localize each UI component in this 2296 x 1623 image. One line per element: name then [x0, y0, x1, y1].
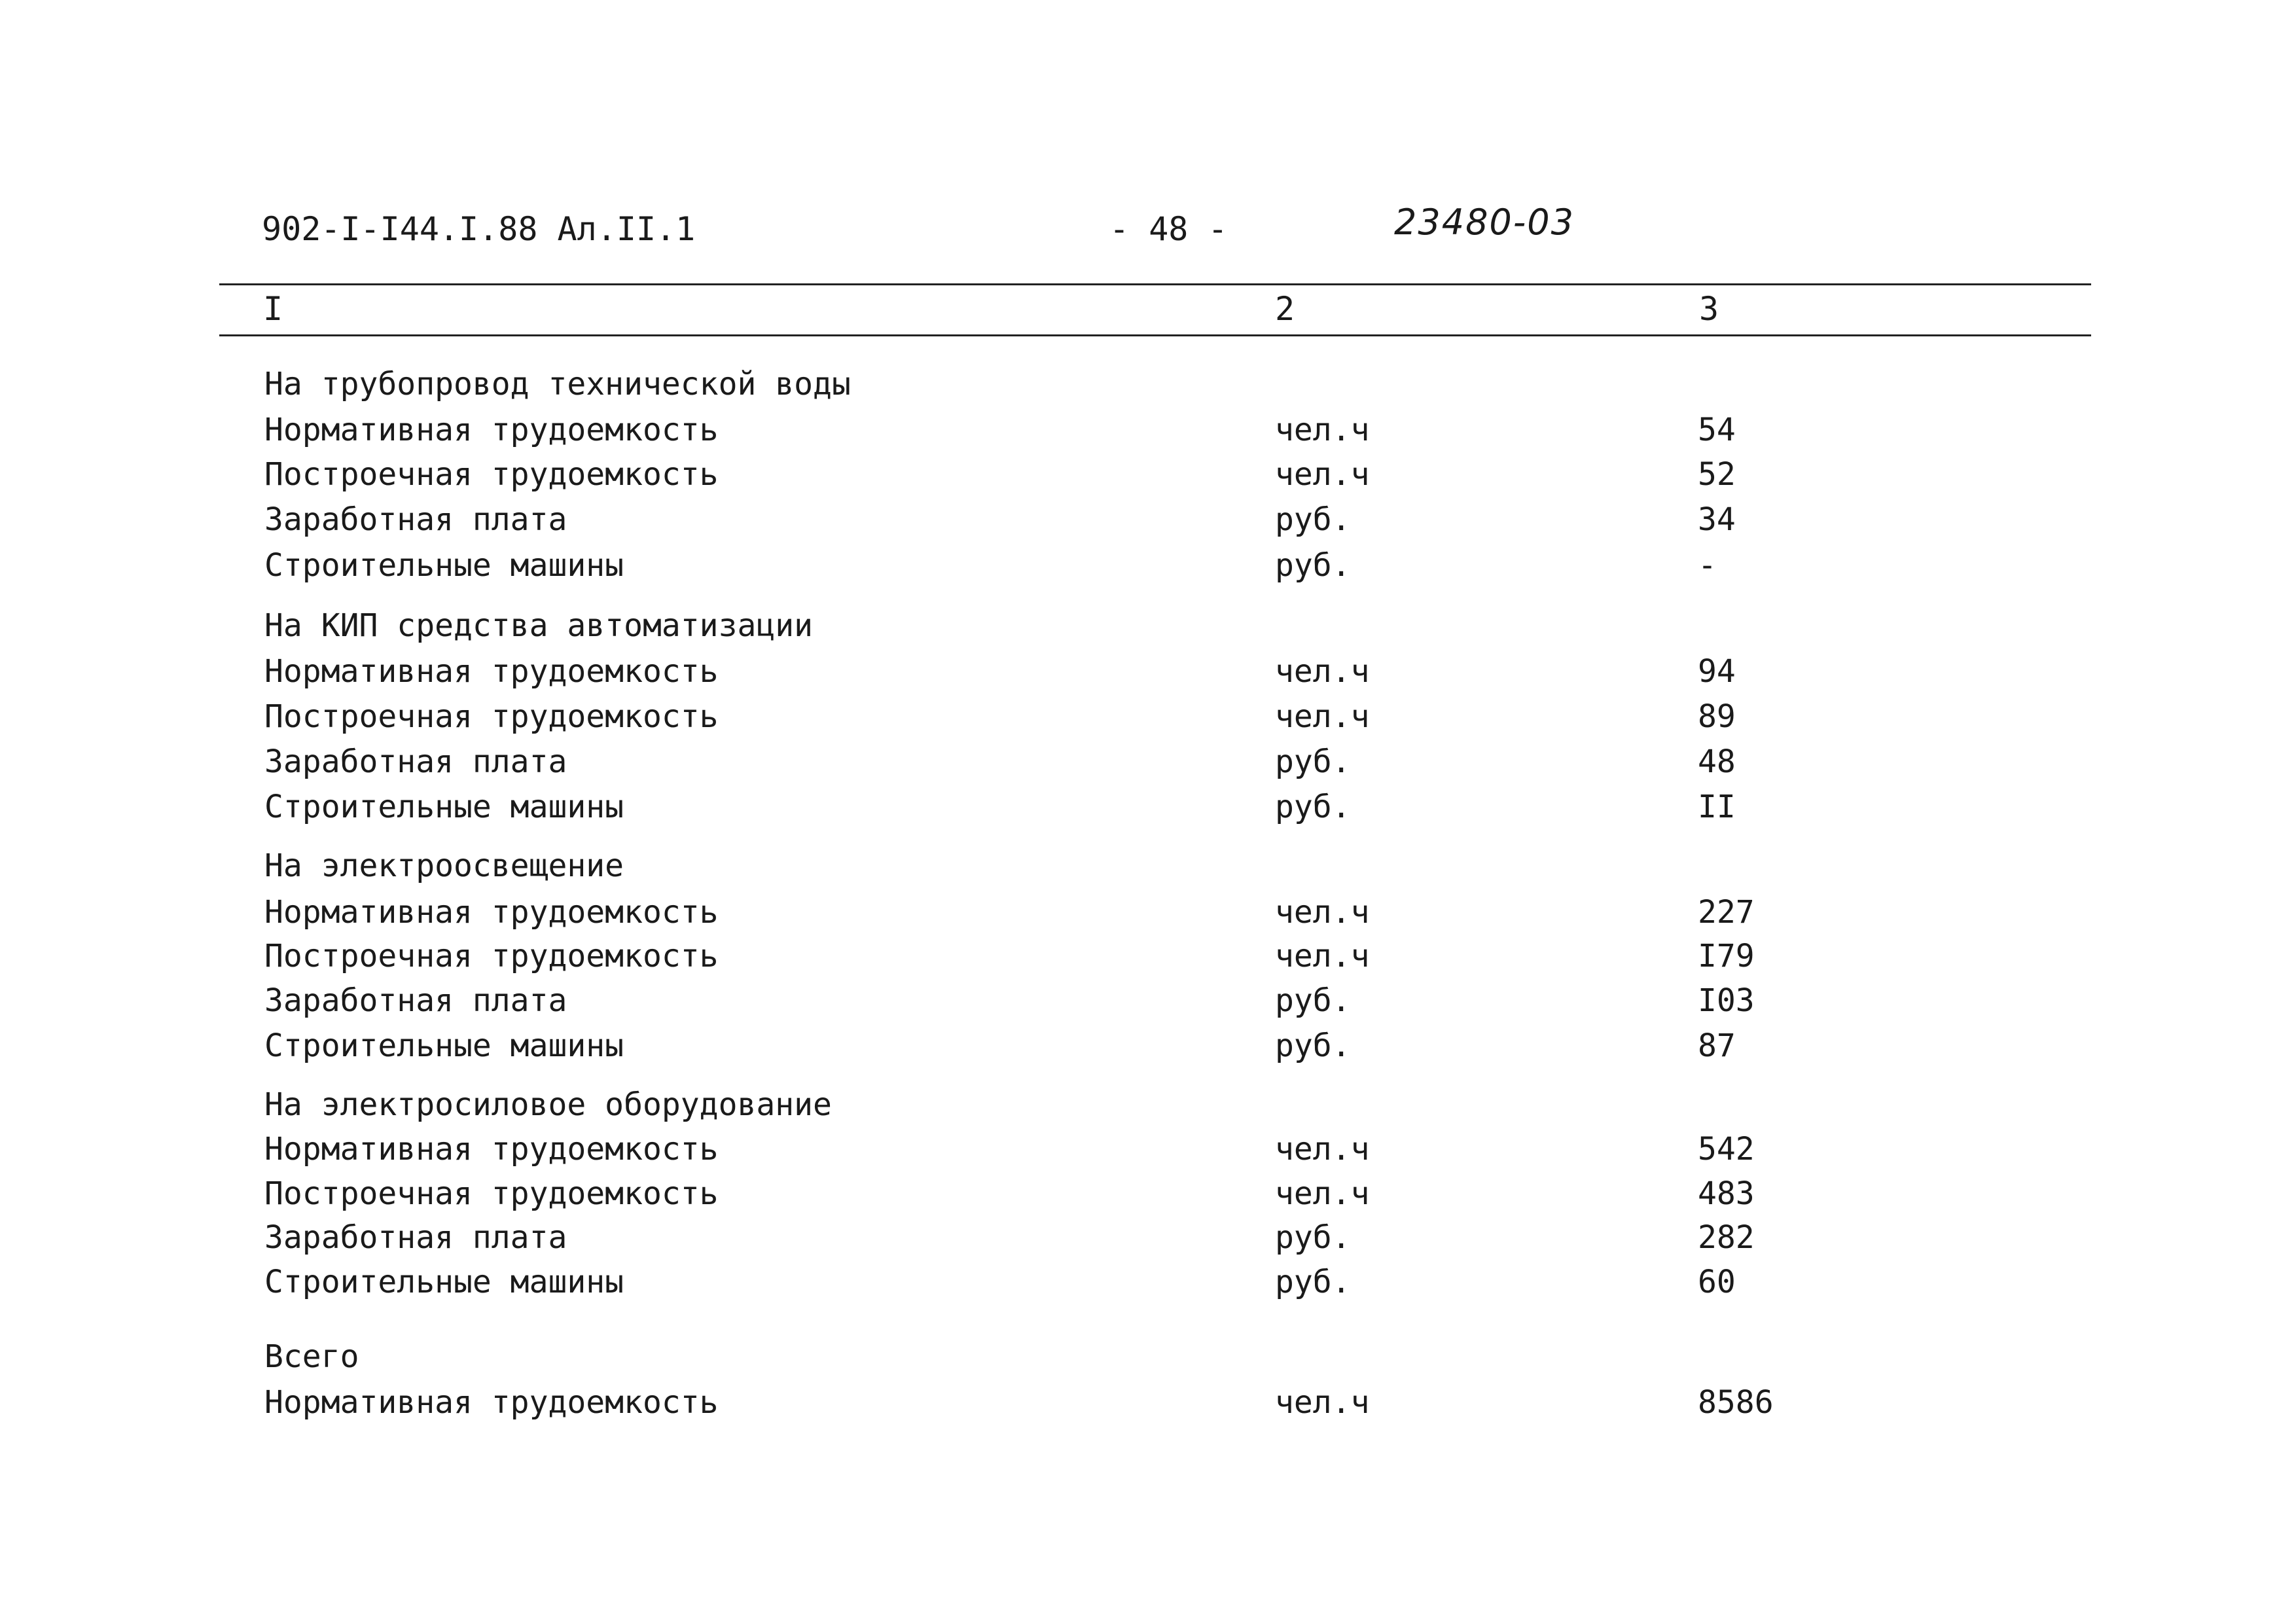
- row-label: Нормативная трудоемкость: [264, 1131, 719, 1168]
- table-row: [0, 786, 2296, 828]
- table-row: [0, 1261, 2296, 1303]
- table-row: [0, 891, 2296, 933]
- table-header-rule: [219, 334, 2091, 336]
- table-row: [0, 1173, 2296, 1215]
- row-label: Строительные машины: [264, 789, 624, 825]
- row-unit: чел.ч: [1275, 1384, 1370, 1421]
- section-heading-row: [0, 1084, 2296, 1126]
- page-number: - 48 -: [1109, 210, 1228, 248]
- row-unit: чел.ч: [1275, 1175, 1370, 1212]
- row-value: 227: [1698, 894, 1755, 931]
- table-row: [0, 454, 2296, 495]
- column-header-2: 2: [1275, 290, 1295, 328]
- row-unit: руб.: [1275, 1219, 1351, 1256]
- row-unit: руб.: [1275, 1027, 1351, 1064]
- row-label: Строительные машины: [264, 1027, 624, 1064]
- row-value: 282: [1698, 1219, 1755, 1256]
- row-unit: чел.ч: [1275, 698, 1370, 735]
- row-value: 54: [1698, 412, 1736, 448]
- row-value: -: [1698, 547, 1717, 584]
- table-row: [0, 651, 2296, 692]
- row-value: 483: [1698, 1175, 1755, 1212]
- row-value: 8586: [1698, 1384, 1774, 1421]
- row-value: I79: [1698, 938, 1755, 974]
- row-value: 542: [1698, 1131, 1755, 1168]
- row-label: Построечная трудоемкость: [264, 456, 719, 493]
- row-unit: чел.ч: [1275, 653, 1370, 690]
- row-unit: чел.ч: [1275, 412, 1370, 448]
- row-unit: чел.ч: [1275, 938, 1370, 974]
- table-row: [0, 1217, 2296, 1258]
- row-unit: руб.: [1275, 789, 1351, 825]
- row-label: Заработная плата: [264, 501, 567, 538]
- row-unit: руб.: [1275, 501, 1351, 538]
- row-label: Нормативная трудоемкость: [264, 412, 719, 448]
- section-heading-row: [0, 1336, 2296, 1378]
- row-label: Построечная трудоемкость: [264, 1175, 719, 1212]
- row-label: Нормативная трудоемкость: [264, 1384, 719, 1421]
- row-value: 89: [1698, 698, 1736, 735]
- row-value: 48: [1698, 743, 1736, 780]
- table-row: [0, 1382, 2296, 1423]
- row-value: 34: [1698, 501, 1736, 538]
- row-value: 87: [1698, 1027, 1736, 1064]
- row-label: Всего: [264, 1338, 359, 1375]
- document-code: 902-I-I44.I.88 Ал.II.1: [262, 210, 696, 248]
- row-label: Строительные машины: [264, 547, 624, 584]
- row-label: Строительные машины: [264, 1264, 624, 1300]
- row-unit: чел.ч: [1275, 894, 1370, 931]
- row-value: II: [1698, 789, 1736, 825]
- row-value: 94: [1698, 653, 1736, 690]
- table-row: [0, 696, 2296, 738]
- row-label: На электроосвещение: [264, 847, 624, 884]
- column-header-3: 3: [1699, 290, 1719, 328]
- row-unit: руб.: [1275, 982, 1351, 1019]
- row-value: I03: [1698, 982, 1755, 1019]
- row-label: Заработная плата: [264, 743, 567, 780]
- section-heading-row: [0, 605, 2296, 647]
- row-unit: руб.: [1275, 547, 1351, 584]
- table-row: [0, 1025, 2296, 1067]
- table-top-rule: [219, 283, 2091, 285]
- section-heading-row: [0, 363, 2296, 405]
- column-header-1: I: [263, 290, 283, 328]
- table-row: [0, 980, 2296, 1022]
- table-row: [0, 409, 2296, 451]
- section-heading-row: [0, 845, 2296, 887]
- table-row: [0, 1128, 2296, 1170]
- table-row: [0, 935, 2296, 977]
- row-unit: чел.ч: [1275, 456, 1370, 493]
- table-row: [0, 741, 2296, 783]
- row-label: Построечная трудоемкость: [264, 938, 719, 974]
- row-label: Заработная плата: [264, 1219, 567, 1256]
- row-label: Нормативная трудоемкость: [264, 894, 719, 931]
- row-label: Нормативная трудоемкость: [264, 653, 719, 690]
- row-label: Заработная плата: [264, 982, 567, 1019]
- table-row: [0, 544, 2296, 586]
- row-unit: чел.ч: [1275, 1131, 1370, 1168]
- handwritten-stamp-number: 23480-03: [1394, 202, 1575, 243]
- row-value: 52: [1698, 456, 1736, 493]
- row-value: 60: [1698, 1264, 1736, 1300]
- row-label: На электросиловое оборудование: [264, 1086, 832, 1123]
- row-unit: руб.: [1275, 743, 1351, 780]
- row-label: На трубопровод технической воды: [264, 366, 851, 402]
- table-row: [0, 499, 2296, 541]
- row-label: Построечная трудоемкость: [264, 698, 719, 735]
- row-unit: руб.: [1275, 1264, 1351, 1300]
- row-label: На КИП средства автоматизации: [264, 607, 814, 644]
